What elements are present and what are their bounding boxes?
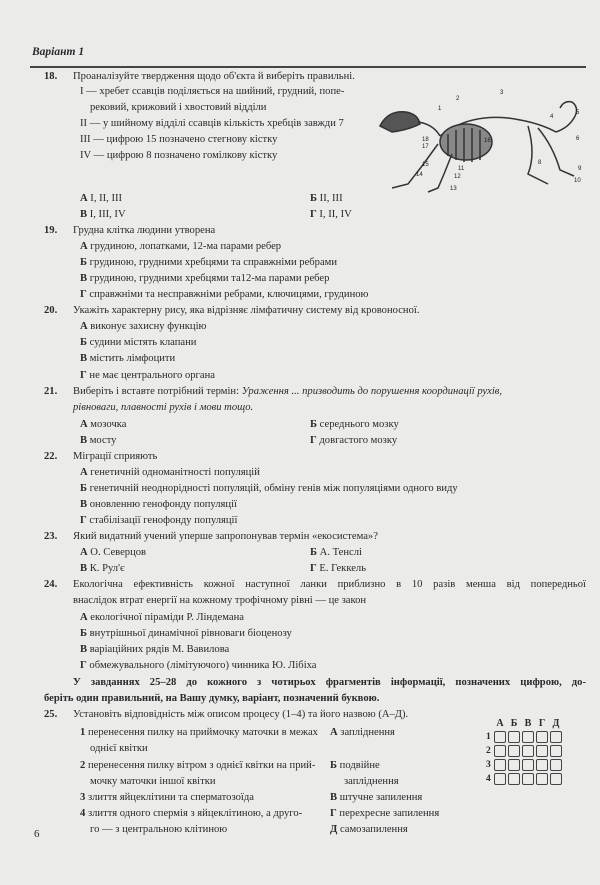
question-number: 22.: [44, 451, 58, 462]
option-text: внутрішньої динамічної рівноваги біоценозу: [87, 628, 292, 639]
option-letter: Б: [80, 337, 88, 348]
item-text: перенесення пилку вітром з однієї квітки на прий-: [85, 760, 316, 771]
figure-label: 16: [484, 138, 491, 144]
process-name: [330, 808, 439, 819]
question-text: Екологічна ефективність кожної наступної ланки приблизно в 10 разів менша від попередньої: [73, 579, 586, 590]
answer-cell[interactable]: [550, 773, 562, 785]
answer-cell[interactable]: [536, 745, 548, 757]
grid-col-label: Г: [538, 718, 546, 729]
option-letter: Б: [80, 628, 88, 639]
question-number: 19.: [44, 225, 58, 236]
option-letter: Г: [310, 435, 317, 446]
answer-cell[interactable]: [508, 745, 520, 757]
figure-label: 18: [422, 137, 429, 143]
question-number: 25.: [44, 709, 58, 720]
answer-option: [80, 612, 244, 623]
answer-option: [80, 289, 368, 300]
option-letter: В: [80, 644, 88, 655]
option-text: стабілізації генофонду популяції: [86, 515, 238, 526]
figure-label: 15: [422, 162, 429, 168]
option-text: мозочка: [87, 419, 127, 430]
option-letter: Г: [80, 660, 87, 671]
item-text: перенесення пилку на приймочку маточки в межах: [85, 727, 318, 738]
question-text: Проаналізуйте твердження щодо об'єкта й виберіть правильні.: [73, 71, 355, 82]
option-letter: Г: [80, 515, 87, 526]
figure-label: 17: [422, 144, 429, 150]
item-number: 2: [80, 760, 86, 771]
answer-option: [80, 628, 292, 639]
statement: I — хребет ссавців поділяється на шийний, грудний, попе-: [80, 86, 345, 97]
figure-label: 13: [450, 186, 457, 192]
process-item: [80, 727, 318, 738]
process-name: [330, 792, 422, 803]
option-letter: В: [330, 792, 338, 803]
answer-option: [80, 353, 175, 364]
option-text: містить лімфоцити: [87, 353, 176, 364]
option-text: грудиною, грудними хребцями та справжніми ребрами: [87, 257, 338, 268]
answer-cell[interactable]: [508, 773, 520, 785]
question-number: 21.: [44, 386, 58, 397]
option-letter: Г: [310, 209, 317, 220]
statement: II — у шийному відділі ссавців кількість хребців завжди 7: [80, 118, 344, 129]
item-text: злиття яйцеклітини та сперматозоїда: [85, 792, 254, 803]
figure-label: 6: [576, 136, 580, 142]
grid-col-label: В: [524, 718, 532, 729]
question-text: Виберіть і вставте потрібний термін:: [73, 386, 242, 397]
item-number: 3: [80, 792, 86, 803]
answer-option: [80, 499, 237, 510]
option-text: запліднення: [344, 776, 399, 787]
answer-cell[interactable]: [536, 759, 548, 771]
question-text: Який видатний учений уперше запропонував термін «екосистема»?: [73, 531, 378, 542]
answer-cell[interactable]: [508, 759, 520, 771]
option-text: судини містять клапани: [87, 337, 197, 348]
variant-title: Варіант 1: [32, 46, 85, 58]
instruction-text: У завданнях 25–28 до кожного з чотирьох фрагментів інформації, позначених цифрою, до-: [73, 677, 586, 688]
header-rule: [30, 66, 586, 68]
question-text: Установіть відповідність між описом процесу (1–4) та його назвою (А–Д).: [73, 709, 409, 720]
answer-cell[interactable]: [550, 759, 562, 771]
answer-option: [80, 257, 337, 268]
option-text: грудиною, грудними хребцями та12-ма парами ребер: [87, 273, 330, 284]
question-number: 20.: [44, 305, 58, 316]
option-text: не має центрального органа: [86, 370, 215, 381]
grid-col-label: А: [496, 718, 504, 729]
answer-option: [80, 193, 122, 204]
answer-option: [80, 435, 116, 446]
process-name: [330, 727, 395, 738]
option-text: О. Северцов: [87, 547, 147, 558]
option-letter: Б: [310, 419, 318, 430]
answer-option: [80, 515, 237, 526]
mammal-skeleton-figure: [378, 84, 588, 194]
answer-option: [80, 419, 126, 430]
answer-cell[interactable]: [550, 731, 562, 743]
option-text: К. Рул'є: [87, 563, 125, 574]
grid-row-label: 1: [486, 732, 491, 742]
question-number: 23.: [44, 531, 58, 542]
option-text: екологічної піраміди Р. Ліндемана: [87, 612, 244, 623]
option-text: генетичній неоднорідності популяцій, обміну генів між популяціями одного виду: [87, 483, 458, 494]
answer-option: [80, 209, 126, 220]
answer-option: [80, 321, 206, 332]
answer-option: [310, 563, 366, 574]
question-number: 18.: [44, 71, 58, 82]
statement: III — цифрою 15 позначено стегнову кістку: [80, 134, 278, 145]
option-text: А. Тенслі: [317, 547, 362, 558]
option-text: справжніми та несправжніми ребрами, ключицями, грудиною: [86, 289, 369, 300]
answer-grid: [484, 716, 564, 787]
option-text: виконує захисну функцію: [87, 321, 207, 332]
figure-label: 9: [578, 166, 582, 172]
answer-option: [80, 337, 196, 348]
statement: рековий, крижовий і хвостовий відділи: [90, 102, 267, 113]
option-text: довгастого мозку: [316, 435, 398, 446]
option-text: мосту: [87, 435, 117, 446]
answer-option: [80, 370, 215, 381]
process-item: [80, 760, 315, 771]
option-text: оновленню генофонду популяції: [87, 499, 237, 510]
answer-option: [80, 547, 146, 558]
process-name: [330, 760, 380, 771]
answer-option: [80, 563, 125, 574]
option-text: варіаційних рядів М. Вавилова: [87, 644, 230, 655]
item-text: однієї квітки: [90, 743, 148, 754]
option-letter: В: [80, 435, 88, 446]
answer-cell[interactable]: [494, 745, 506, 757]
option-letter: В: [80, 563, 88, 574]
question-number: 24.: [44, 579, 58, 590]
answer-option: [80, 241, 281, 252]
answer-cell[interactable]: [522, 745, 534, 757]
option-text: грудиною, лопатками, 12-ма парами ребер: [87, 241, 282, 252]
option-letter: Б: [80, 483, 88, 494]
option-letter: Б: [310, 193, 318, 204]
option-letter: А: [80, 467, 88, 478]
option-text: подвійне: [337, 760, 380, 771]
answer-option: [310, 435, 397, 446]
option-letter: Г: [310, 563, 317, 574]
option-letter: Б: [310, 547, 318, 558]
grid-col-label: Д: [552, 718, 560, 729]
option-text: середнього мозку: [317, 419, 399, 430]
process-item: [80, 792, 254, 803]
answer-cell[interactable]: [494, 731, 506, 743]
question-text: внаслідок втрат енергії на кожному трофічному рівні — це закон: [73, 595, 367, 606]
answer-option: [80, 467, 260, 478]
option-letter: Б: [330, 760, 338, 771]
option-text: обмежувального (лімітуючого) чинника Ю. Лібіха: [86, 660, 317, 671]
option-text: самозапилення: [337, 824, 408, 835]
question-text: Грудна клітка людини утворена: [73, 225, 216, 236]
option-letter: В: [80, 499, 88, 510]
answer-cell[interactable]: [536, 773, 548, 785]
figure-label: 10: [574, 178, 581, 184]
option-letter: Г: [80, 289, 87, 300]
answer-option: [80, 660, 317, 671]
item-text: злиття одного спермія з яйцеклітиною, а друго-: [85, 808, 303, 819]
option-letter: А: [80, 419, 88, 430]
figure-label: 14: [416, 172, 423, 178]
option-text: I, III, IV: [87, 209, 126, 220]
option-letter: Б: [80, 257, 88, 268]
option-letter: А: [330, 727, 338, 738]
statement: IV — цифрою 8 позначено гомілкову кістку: [80, 150, 278, 161]
page-number: 6: [34, 828, 40, 840]
answer-cell[interactable]: [494, 773, 506, 785]
figure-label: 12: [454, 174, 461, 180]
option-letter: А: [80, 241, 88, 252]
option-letter: А: [80, 193, 88, 204]
option-text: генетичній одноманітності популяцій: [87, 467, 260, 478]
figure-label: 5: [576, 110, 580, 116]
item-number: 1: [80, 727, 86, 738]
option-text: II, III: [317, 193, 343, 204]
option-letter: А: [80, 612, 88, 623]
process-name: [330, 824, 408, 835]
question-italic-text: Ураження ... призводить до порушення координації рухів,: [241, 386, 503, 397]
process-item: [80, 808, 302, 819]
grid-row-label: 2: [486, 746, 491, 756]
answer-option: [80, 644, 229, 655]
answer-option: [310, 419, 399, 430]
option-letter: Д: [330, 824, 338, 835]
question-text: Укажіть характерну рису, яка відрізняє лімфатичну систему від кровоносної.: [73, 305, 420, 316]
grid-col-label: Б: [510, 718, 518, 729]
option-text: перехресне запилення: [336, 808, 440, 819]
option-text: Е. Геккель: [316, 563, 367, 574]
answer-cell[interactable]: [522, 759, 534, 771]
option-letter: В: [80, 209, 88, 220]
question-text: Міграції сприяють: [73, 451, 158, 462]
answer-cell[interactable]: [508, 731, 520, 743]
answer-option: [80, 483, 458, 494]
answer-cell[interactable]: [536, 731, 548, 743]
option-text: I, II, IV: [316, 209, 352, 220]
answer-option: [310, 547, 362, 558]
answer-cell[interactable]: [494, 759, 506, 771]
answer-cell[interactable]: [522, 731, 534, 743]
option-text: I, II, III: [87, 193, 123, 204]
question-italic-text: рівноваги, плавності рухів і мови тощо.: [73, 402, 254, 413]
figure-label: 11: [458, 166, 465, 172]
item-text: го — з центральною клітиною: [90, 824, 228, 835]
option-letter: В: [80, 353, 88, 364]
figure-label: 4: [550, 114, 554, 120]
item-text: мочку маточки іншої квітки: [90, 776, 216, 787]
option-text: запліднення: [337, 727, 395, 738]
item-number: 4: [80, 808, 86, 819]
answer-cell[interactable]: [522, 773, 534, 785]
grid-row-label: 3: [486, 760, 491, 770]
figure-label: 3: [500, 90, 504, 96]
option-letter: В: [80, 273, 88, 284]
answer-option: [80, 273, 329, 284]
figure-label: 1: [438, 106, 442, 112]
option-letter: А: [80, 321, 88, 332]
option-text: штучне запилення: [337, 792, 423, 803]
figure-label: 2: [456, 96, 460, 102]
answer-cell[interactable]: [550, 745, 562, 757]
option-letter: Г: [80, 370, 87, 381]
option-letter: А: [80, 547, 88, 558]
figure-label: 8: [538, 160, 542, 166]
option-letter: Г: [330, 808, 337, 819]
answer-option: [310, 193, 343, 204]
answer-option: [310, 209, 352, 220]
instruction-text: беріть один правильний, на Вашу думку, варіант, позначений буквою.: [44, 693, 380, 704]
grid-row-label: 4: [486, 774, 491, 784]
